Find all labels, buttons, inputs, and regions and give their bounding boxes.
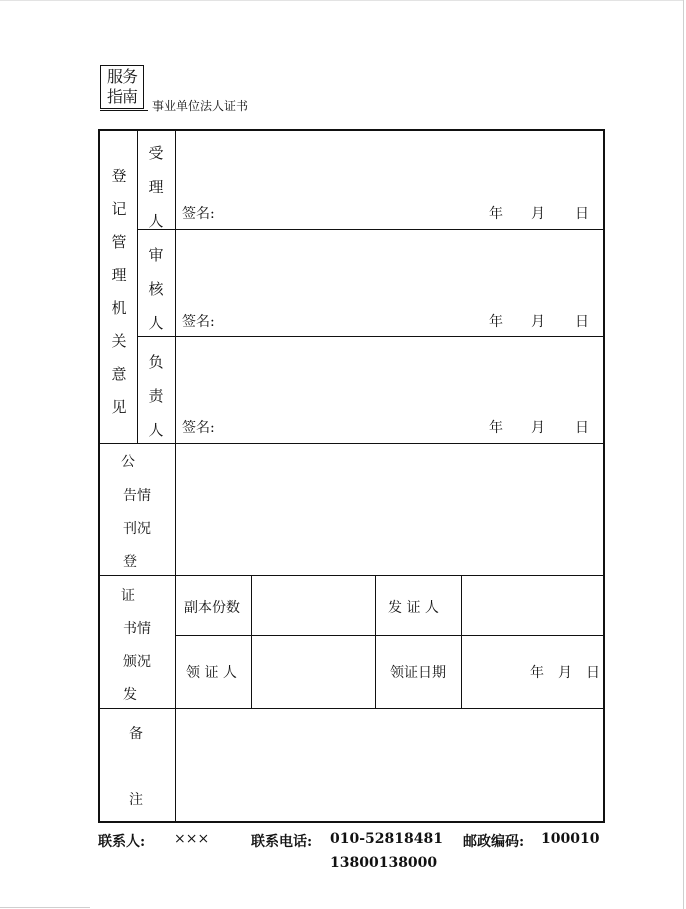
month-label: 月 xyxy=(531,314,545,330)
logo-line: 服务 xyxy=(106,67,137,86)
announcement-label-char: 刊况 xyxy=(123,521,151,537)
row-divider xyxy=(176,635,605,636)
principal-role-label xyxy=(145,345,167,447)
page-edge xyxy=(0,907,90,908)
page-edge xyxy=(0,0,684,1)
issuance-label-char: 证 xyxy=(121,588,135,604)
month-label: 月 xyxy=(558,665,572,681)
remarks-label-char: 注 xyxy=(129,792,143,808)
column-divider xyxy=(137,131,138,443)
year-label: 年 xyxy=(489,206,503,222)
label-char: 审 xyxy=(148,246,164,264)
copies-label: 副本份数 xyxy=(184,600,240,616)
row-divider xyxy=(138,229,605,230)
day-label: 日 xyxy=(586,665,600,681)
month-label: 月 xyxy=(531,420,545,436)
label-char: 理 xyxy=(148,178,164,196)
label-char: 关 xyxy=(111,332,127,350)
label-char: 理 xyxy=(111,266,127,284)
label-char: 见 xyxy=(111,398,127,416)
logo-underline xyxy=(100,110,148,111)
application-form-table xyxy=(98,129,605,823)
issuance-label-char: 颁况 xyxy=(123,654,151,670)
row-divider xyxy=(138,336,605,337)
contact-person-value: ××× xyxy=(174,831,210,847)
label-char: 人 xyxy=(148,421,164,439)
label-char: 受 xyxy=(148,144,164,162)
approval-section-label xyxy=(108,160,130,424)
recipient-label: 领 证 人 xyxy=(186,665,237,681)
signature-label: 签名: xyxy=(182,420,215,436)
announcement-label-char: 公 xyxy=(121,454,135,470)
year-label: 年 xyxy=(489,420,503,436)
issuance-label-char: 发 xyxy=(123,687,137,703)
label-char: 核 xyxy=(148,280,164,298)
phone-label: 联系电话: xyxy=(251,834,313,850)
signature-label: 签名: xyxy=(182,206,215,222)
column-divider xyxy=(175,131,176,821)
label-char: 管 xyxy=(111,233,127,251)
announcement-label-char: 登 xyxy=(123,554,137,570)
column-divider xyxy=(461,575,462,708)
issuer-label: 发 证 人 xyxy=(388,600,439,616)
document-title: 事业单位法人证书 xyxy=(152,99,249,113)
column-divider xyxy=(375,575,376,708)
reviewer-role-label xyxy=(145,238,167,340)
column-divider xyxy=(251,575,252,708)
postcode-label: 邮政编码: xyxy=(463,834,525,850)
label-char: 意 xyxy=(111,365,127,383)
signature-label: 签名: xyxy=(182,314,215,330)
contact-person-label: 联系人: xyxy=(98,834,146,850)
month-label: 月 xyxy=(531,206,545,222)
day-label: 日 xyxy=(575,314,589,330)
day-label: 日 xyxy=(575,206,589,222)
phone-value: 010-52818481 xyxy=(330,831,443,847)
logo-line: 指南 xyxy=(106,87,137,106)
mobile-phone-value: 13800138000 xyxy=(330,855,438,871)
label-char: 负 xyxy=(148,353,164,371)
label-char: 机 xyxy=(111,299,127,317)
year-label: 年 xyxy=(530,665,544,681)
service-guide-logo xyxy=(100,65,144,109)
label-char: 责 xyxy=(148,387,164,405)
label-char: 登 xyxy=(111,167,127,185)
label-char: 记 xyxy=(111,200,127,218)
day-label: 日 xyxy=(575,420,589,436)
label-char: 人 xyxy=(148,314,164,332)
label-char: 人 xyxy=(148,212,164,230)
issuance-label-char: 书情 xyxy=(123,621,151,637)
receiver-role-label xyxy=(145,136,167,238)
year-label: 年 xyxy=(489,314,503,330)
receive-date-label: 领证日期 xyxy=(390,665,446,681)
remarks-label-char: 备 xyxy=(129,726,143,742)
page-edge xyxy=(683,0,684,909)
announcement-label-char: 告情 xyxy=(123,488,151,504)
postcode-value: 100010 xyxy=(541,831,600,847)
